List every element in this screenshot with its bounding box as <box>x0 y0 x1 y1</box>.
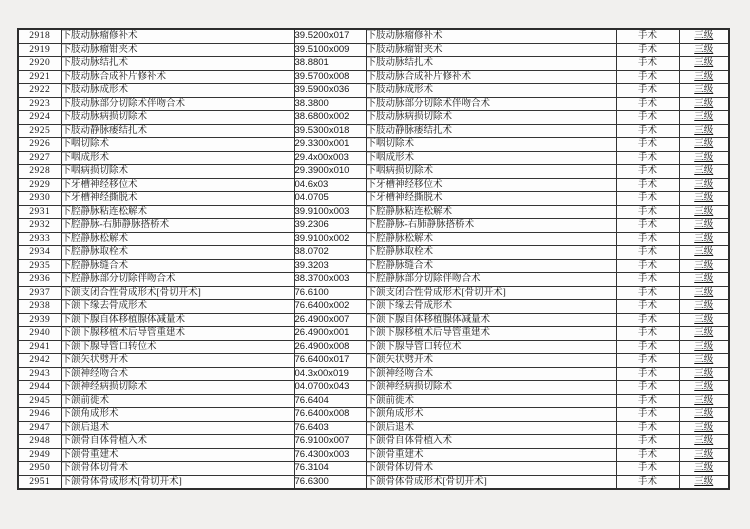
procedure-code-cell: 29.4x00x003 <box>294 151 366 165</box>
level-cell: 三级 <box>679 151 729 165</box>
table-row <box>18 286 729 300</box>
row-number-cell: 2937 <box>18 286 61 300</box>
row-number-cell: 2920 <box>18 57 61 71</box>
row-number-cell: 2935 <box>18 259 61 273</box>
category-cell: 手术 <box>616 192 679 206</box>
level-cell: 三级 <box>679 462 729 476</box>
procedure-code-cell: 38.3800 <box>294 97 366 111</box>
procedure-code-cell: 76.6300 <box>294 475 366 489</box>
procedure-table-body <box>18 29 729 489</box>
procedure-name-cell: 下颌下腺导管口转位术 <box>61 340 294 354</box>
table-row <box>18 43 729 57</box>
level-cell: 三级 <box>679 300 729 314</box>
procedure-name-cell-2: 下咽成形术 <box>366 151 616 165</box>
procedure-name-cell-2: 下腔静脉部分切除伴吻合术 <box>366 273 616 287</box>
procedure-name-cell: 下颌下腺自体移植腺体减量术 <box>61 313 294 327</box>
procedure-code-cell: 04.0700x043 <box>294 381 366 395</box>
table-row <box>18 340 729 354</box>
level-cell: 三级 <box>679 340 729 354</box>
row-number-cell: 2939 <box>18 313 61 327</box>
table-row <box>18 205 729 219</box>
table-row <box>18 408 729 422</box>
row-number-cell: 2948 <box>18 435 61 449</box>
category-cell: 手术 <box>616 84 679 98</box>
procedure-code-cell: 38.3700x003 <box>294 273 366 287</box>
procedure-code-cell: 76.6400x008 <box>294 408 366 422</box>
level-cell: 三级 <box>679 205 729 219</box>
row-number-cell: 2949 <box>18 448 61 462</box>
procedure-name-cell-2: 下腔静脉取栓术 <box>366 246 616 260</box>
table-row <box>18 273 729 287</box>
procedure-code-cell: 26.4900x007 <box>294 313 366 327</box>
procedure-name-cell-2: 下牙槽神经撕脱术 <box>366 192 616 206</box>
category-cell: 手术 <box>616 178 679 192</box>
procedure-code-cell: 76.4300x003 <box>294 448 366 462</box>
category-cell: 手术 <box>616 475 679 489</box>
procedure-name-cell: 下颌后退术 <box>61 421 294 435</box>
procedure-code-cell: 76.6400x017 <box>294 354 366 368</box>
table-row <box>18 381 729 395</box>
row-number-cell: 2932 <box>18 219 61 233</box>
level-cell: 三级 <box>679 394 729 408</box>
row-number-cell: 2924 <box>18 111 61 125</box>
procedure-code-cell: 29.3300x001 <box>294 138 366 152</box>
category-cell: 手术 <box>616 286 679 300</box>
procedure-code-cell: 76.9100x007 <box>294 435 366 449</box>
row-number-cell: 2941 <box>18 340 61 354</box>
procedure-name-cell-2: 下颌下腺导管口转位术 <box>366 340 616 354</box>
level-cell: 三级 <box>679 70 729 84</box>
level-cell: 三级 <box>679 408 729 422</box>
row-number-cell: 2933 <box>18 232 61 246</box>
category-cell: 手术 <box>616 165 679 179</box>
procedure-code-cell: 39.5100x009 <box>294 43 366 57</box>
table-row <box>18 192 729 206</box>
row-number-cell: 2938 <box>18 300 61 314</box>
procedure-name-cell: 下颌支闭合性骨成形术[骨切开术] <box>61 286 294 300</box>
level-cell: 三级 <box>679 354 729 368</box>
level-cell: 三级 <box>679 259 729 273</box>
procedure-name-cell-2: 下颌神经吻合术 <box>366 367 616 381</box>
procedure-name-cell-2: 下肢动脉部分切除术伴吻合术 <box>366 97 616 111</box>
row-number-cell: 2919 <box>18 43 61 57</box>
table-row <box>18 435 729 449</box>
procedure-code-cell: 38.6800x002 <box>294 111 366 125</box>
procedure-name-cell-2: 下肢动脉结扎术 <box>366 57 616 71</box>
table-row <box>18 327 729 341</box>
table-row <box>18 354 729 368</box>
row-number-cell: 2942 <box>18 354 61 368</box>
table-row <box>18 475 729 489</box>
category-cell: 手术 <box>616 43 679 57</box>
category-cell: 手术 <box>616 70 679 84</box>
procedure-name-cell: 下腔静脉松解术 <box>61 232 294 246</box>
level-cell: 三级 <box>679 97 729 111</box>
row-number-cell: 2940 <box>18 327 61 341</box>
procedure-name-cell: 下颌下腺移植术后导管重建术 <box>61 327 294 341</box>
category-cell: 手术 <box>616 259 679 273</box>
category-cell: 手术 <box>616 97 679 111</box>
level-cell: 三级 <box>679 124 729 138</box>
row-number-cell: 2943 <box>18 367 61 381</box>
procedure-name-cell-2: 下肢动静脉瘘结扎术 <box>366 124 616 138</box>
procedure-name-cell-2: 下颌骨体切骨术 <box>366 462 616 476</box>
row-number-cell: 2927 <box>18 151 61 165</box>
table-row <box>18 178 729 192</box>
category-cell: 手术 <box>616 151 679 165</box>
procedure-name-cell: 下牙槽神经移位术 <box>61 178 294 192</box>
procedure-name-cell: 下肢动脉成形术 <box>61 84 294 98</box>
category-cell: 手术 <box>616 300 679 314</box>
procedure-name-cell-2: 下颌下腺自体移植腺体减量术 <box>366 313 616 327</box>
procedure-name-cell-2: 下颌骨自体骨植入术 <box>366 435 616 449</box>
procedure-code-cell: 39.3203 <box>294 259 366 273</box>
table-row <box>18 57 729 71</box>
category-cell: 手术 <box>616 29 679 43</box>
level-cell: 三级 <box>679 367 729 381</box>
procedure-code-cell: 38.0702 <box>294 246 366 260</box>
level-cell: 三级 <box>679 219 729 233</box>
procedure-name-cell: 下颌前徙术 <box>61 394 294 408</box>
table-row <box>18 313 729 327</box>
category-cell: 手术 <box>616 340 679 354</box>
level-cell: 三级 <box>679 475 729 489</box>
procedure-table <box>17 28 730 490</box>
row-number-cell: 2922 <box>18 84 61 98</box>
category-cell: 手术 <box>616 327 679 341</box>
table-row <box>18 97 729 111</box>
row-number-cell: 2926 <box>18 138 61 152</box>
row-number-cell: 2951 <box>18 475 61 489</box>
procedure-name-cell: 下腔静脉部分切除伴吻合术 <box>61 273 294 287</box>
table-row <box>18 367 729 381</box>
level-cell: 三级 <box>679 43 729 57</box>
procedure-name-cell: 下颌骨体骨成形术[骨切开术] <box>61 475 294 489</box>
procedure-name-cell-2: 下颌骨重建术 <box>366 448 616 462</box>
procedure-name-cell: 下颌骨重建术 <box>61 448 294 462</box>
procedure-name-cell-2: 下颌角成形术 <box>366 408 616 422</box>
procedure-code-cell: 76.6400x002 <box>294 300 366 314</box>
procedure-name-cell-2: 下颌后退术 <box>366 421 616 435</box>
procedure-name-cell: 下腔静脉-右肺静脉搭桥术 <box>61 219 294 233</box>
procedure-name-cell-2: 下肢动脉瘤修补术 <box>366 29 616 43</box>
procedure-name-cell-2: 下牙槽神经移位术 <box>366 178 616 192</box>
row-number-cell: 2925 <box>18 124 61 138</box>
procedure-name-cell: 下咽切除术 <box>61 138 294 152</box>
level-cell: 三级 <box>679 286 729 300</box>
procedure-code-cell: 39.9100x002 <box>294 232 366 246</box>
level-cell: 三级 <box>679 138 729 152</box>
procedure-name-cell: 下肢动脉瘤钳夹术 <box>61 43 294 57</box>
table-row <box>18 111 729 125</box>
row-number-cell: 2929 <box>18 178 61 192</box>
level-cell: 三级 <box>679 232 729 246</box>
procedure-name-cell-2: 下腔静脉-右肺静脉搭桥术 <box>366 219 616 233</box>
procedure-code-cell: 04.0705 <box>294 192 366 206</box>
table-row <box>18 462 729 476</box>
table-row <box>18 138 729 152</box>
table-row <box>18 219 729 233</box>
procedure-name-cell: 下肢动静脉瘘结扎术 <box>61 124 294 138</box>
category-cell: 手术 <box>616 246 679 260</box>
table-row <box>18 151 729 165</box>
procedure-code-cell: 39.2306 <box>294 219 366 233</box>
procedure-name-cell: 下肢动脉瘤修补术 <box>61 29 294 43</box>
procedure-name-cell-2: 下咽切除术 <box>366 138 616 152</box>
procedure-code-cell: 76.6403 <box>294 421 366 435</box>
row-number-cell: 2947 <box>18 421 61 435</box>
row-number-cell: 2944 <box>18 381 61 395</box>
document-page <box>17 28 730 490</box>
category-cell: 手术 <box>616 408 679 422</box>
procedure-name-cell-2: 下颌支闭合性骨成形术[骨切开术] <box>366 286 616 300</box>
row-number-cell: 2934 <box>18 246 61 260</box>
procedure-code-cell: 39.5900x036 <box>294 84 366 98</box>
table-row <box>18 165 729 179</box>
level-cell: 三级 <box>679 57 729 71</box>
category-cell: 手术 <box>616 232 679 246</box>
category-cell: 手术 <box>616 111 679 125</box>
category-cell: 手术 <box>616 448 679 462</box>
row-number-cell: 2930 <box>18 192 61 206</box>
procedure-name-cell-2: 下腔静脉粘连松解术 <box>366 205 616 219</box>
table-row <box>18 232 729 246</box>
procedure-name-cell: 下肢动脉病损切除术 <box>61 111 294 125</box>
procedure-name-cell: 下颌骨体切骨术 <box>61 462 294 476</box>
category-cell: 手术 <box>616 435 679 449</box>
category-cell: 手术 <box>616 354 679 368</box>
procedure-name-cell: 下颌角成形术 <box>61 408 294 422</box>
procedure-name-cell: 下腔静脉缝合术 <box>61 259 294 273</box>
level-cell: 三级 <box>679 111 729 125</box>
table-row <box>18 29 729 43</box>
procedure-code-cell: 39.5700x008 <box>294 70 366 84</box>
level-cell: 三级 <box>679 84 729 98</box>
level-cell: 三级 <box>679 421 729 435</box>
table-row <box>18 246 729 260</box>
table-row <box>18 84 729 98</box>
procedure-name-cell-2: 下肢动脉瘤钳夹术 <box>366 43 616 57</box>
row-number-cell: 2946 <box>18 408 61 422</box>
row-number-cell: 2945 <box>18 394 61 408</box>
procedure-name-cell: 下肢动脉合成补片修补术 <box>61 70 294 84</box>
level-cell: 三级 <box>679 327 729 341</box>
category-cell: 手术 <box>616 124 679 138</box>
procedure-name-cell-2: 下颌神经病损切除术 <box>366 381 616 395</box>
row-number-cell: 2923 <box>18 97 61 111</box>
level-cell: 三级 <box>679 313 729 327</box>
table-row <box>18 124 729 138</box>
level-cell: 三级 <box>679 192 729 206</box>
procedure-name-cell: 下肢动脉结扎术 <box>61 57 294 71</box>
table-row <box>18 259 729 273</box>
procedure-code-cell: 26.4900x008 <box>294 340 366 354</box>
category-cell: 手术 <box>616 421 679 435</box>
procedure-name-cell: 下颌矢状劈开术 <box>61 354 294 368</box>
procedure-code-cell: 39.5200x017 <box>294 29 366 43</box>
procedure-name-cell-2: 下颌骨体骨成形术[骨切开术] <box>366 475 616 489</box>
table-row <box>18 70 729 84</box>
procedure-name-cell: 下咽病损切除术 <box>61 165 294 179</box>
level-cell: 三级 <box>679 273 729 287</box>
level-cell: 三级 <box>679 178 729 192</box>
procedure-code-cell: 39.9100x003 <box>294 205 366 219</box>
category-cell: 手术 <box>616 205 679 219</box>
procedure-name-cell-2: 下咽病损切除术 <box>366 165 616 179</box>
procedure-code-cell: 39.5300x018 <box>294 124 366 138</box>
procedure-name-cell-2: 下颌矢状劈开术 <box>366 354 616 368</box>
row-number-cell: 2921 <box>18 70 61 84</box>
category-cell: 手术 <box>616 394 679 408</box>
row-number-cell: 2936 <box>18 273 61 287</box>
row-number-cell: 2931 <box>18 205 61 219</box>
procedure-name-cell-2: 下颌下缘去骨成形术 <box>366 300 616 314</box>
table-row <box>18 448 729 462</box>
procedure-name-cell: 下颌神经吻合术 <box>61 367 294 381</box>
procedure-code-cell: 76.3104 <box>294 462 366 476</box>
level-cell: 三级 <box>679 448 729 462</box>
level-cell: 三级 <box>679 381 729 395</box>
level-cell: 三级 <box>679 435 729 449</box>
category-cell: 手术 <box>616 273 679 287</box>
procedure-name-cell-2: 下颌前徙术 <box>366 394 616 408</box>
level-cell: 三级 <box>679 29 729 43</box>
category-cell: 手术 <box>616 57 679 71</box>
procedure-code-cell: 04.3x00x019 <box>294 367 366 381</box>
procedure-name-cell: 下腔静脉取栓术 <box>61 246 294 260</box>
procedure-name-cell-2: 下肢动脉病损切除术 <box>366 111 616 125</box>
procedure-name-cell-2: 下肢动脉成形术 <box>366 84 616 98</box>
procedure-code-cell: 76.6404 <box>294 394 366 408</box>
procedure-name-cell: 下咽成形术 <box>61 151 294 165</box>
row-number-cell: 2918 <box>18 29 61 43</box>
category-cell: 手术 <box>616 367 679 381</box>
table-row <box>18 421 729 435</box>
category-cell: 手术 <box>616 462 679 476</box>
category-cell: 手术 <box>616 313 679 327</box>
procedure-name-cell: 下腔静脉粘连松解术 <box>61 205 294 219</box>
row-number-cell: 2950 <box>18 462 61 476</box>
procedure-code-cell: 29.3900x010 <box>294 165 366 179</box>
procedure-name-cell: 下颌神经病损切除术 <box>61 381 294 395</box>
procedure-name-cell: 下牙槽神经撕脱术 <box>61 192 294 206</box>
row-number-cell: 2928 <box>18 165 61 179</box>
category-cell: 手术 <box>616 219 679 233</box>
table-row <box>18 300 729 314</box>
procedure-name-cell-2: 下颌下腺移植术后导管重建术 <box>366 327 616 341</box>
procedure-name-cell: 下肢动脉部分切除术伴吻合术 <box>61 97 294 111</box>
procedure-code-cell: 38.8801 <box>294 57 366 71</box>
category-cell: 手术 <box>616 381 679 395</box>
procedure-code-cell: 76.6100 <box>294 286 366 300</box>
procedure-code-cell: 26.4900x001 <box>294 327 366 341</box>
level-cell: 三级 <box>679 165 729 179</box>
table-row <box>18 394 729 408</box>
procedure-name-cell: 下颌下缘去骨成形术 <box>61 300 294 314</box>
procedure-name-cell-2: 下腔静脉缝合术 <box>366 259 616 273</box>
procedure-code-cell: 04.6x03 <box>294 178 366 192</box>
procedure-name-cell-2: 下腔静脉松解术 <box>366 232 616 246</box>
category-cell: 手术 <box>616 138 679 152</box>
level-cell: 三级 <box>679 246 729 260</box>
procedure-name-cell-2: 下肢动脉合成补片修补术 <box>366 70 616 84</box>
procedure-name-cell: 下颌骨自体骨植入术 <box>61 435 294 449</box>
